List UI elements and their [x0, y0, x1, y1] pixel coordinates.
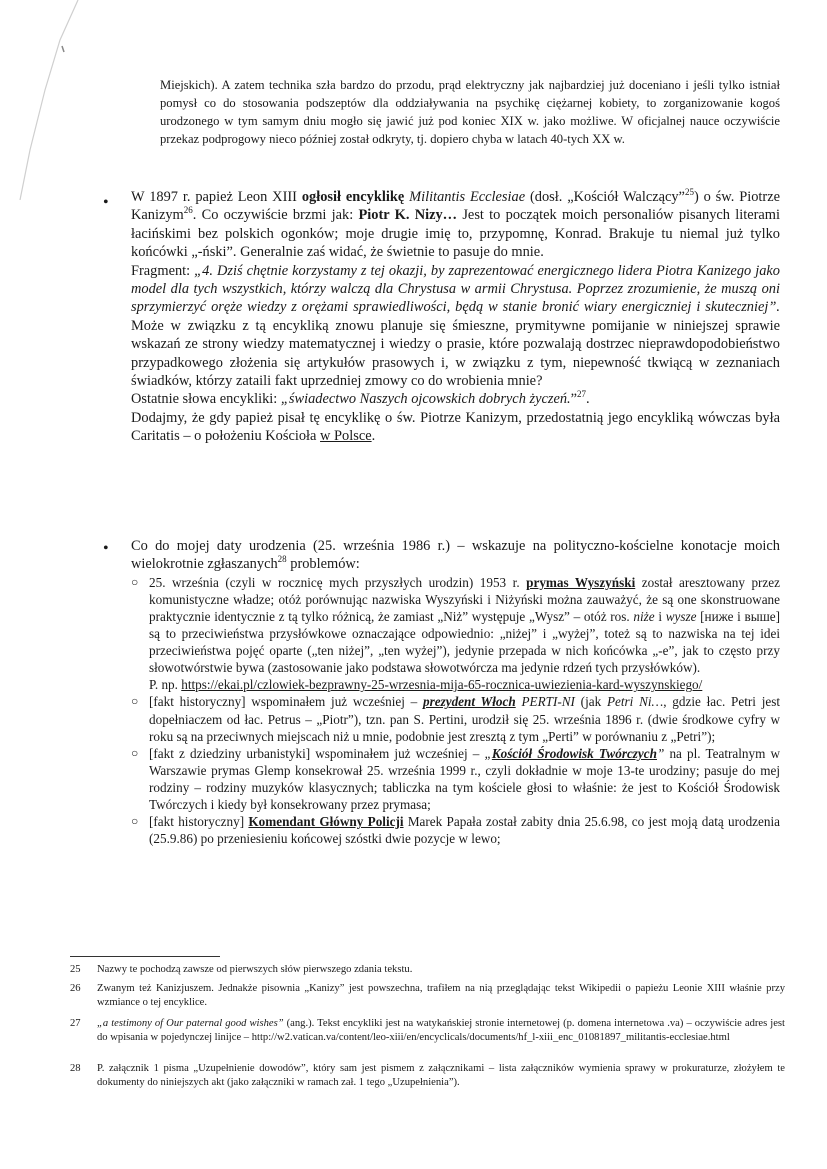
section-birthdate	[131, 537, 780, 847]
ekai-link[interactable]: https://ekai.pl/czlowiek-bezprawny-25-wrzesnia-mija-65-rocznica-uwiezienia-kard-wyszynskiego/	[181, 677, 703, 693]
intro-paragraph: Miejskich). A zatem technika szła bardzo do przodu, prąd elektryczny jak najbardziej już doceniano i jeśli tylko istniał pomysł co do stosowania podszeptów dla oddziaływania na psychikę ciężarnej kobiety, to zorganizowanie kogoś urodzonego w tym samym dniu mogło się jawić już pod koniec XIX w. jako możliwe. W oficjalnej nauce oczywiście przekaz podprogowy nieco później został odkryty, tj. dopiero chyba w latach 40-tych XX w.	[160, 78, 780, 146]
bullet-marker: •	[103, 540, 109, 557]
footnote-ref: 25	[684, 187, 694, 198]
circle-bullet-icon: ○	[131, 814, 139, 829]
circle-bullet-icon: ○	[131, 694, 139, 709]
section-encyclical	[131, 188, 780, 446]
footnote-ref: 26	[183, 205, 193, 216]
birthdate-paragraph: Co do mojej daty urodzenia (25. września 1986 r.) – wskazuje na polityczno-kościelne konotacje moich wielokrotnie zgłaszanych$^{28}$ problemów:	[131, 538, 780, 573]
footnote: 28 P. załącznik 1 pisma „Uzupełnienie dowodów”, który sam jest pismem z załącznikami – lista załączników wymienia sprawy w prokuraturze, złożyłem te dokumenty do niniejszych akt (jako załączniki w ramach zał. 1 tego „Uzupełnienia”).	[70, 1063, 785, 1088]
footnote: 25 Nazwy te pochodzą zawsze od pierwszych słów pierwszego zdania tekstu.	[70, 964, 413, 975]
list-item: ○ 25. września (czyli w rocznicę mych przyszłych urodzin) 1953 r. prymas Wyszyński został aresztowany przez komunistyczne władze; otóż porównując nazwiska Wyszyński i Niżyński można zauważyć, że są one skonstruowane praktycznie identycznie z tą tylko różnicą, że zamiast „Niż” występuje „Wysz” – otóż ros. niże i wysze [ниже i выше] są to przeciwieństwa przysłówkowe oznaczające odpowiednio: „niżej” i „wyżej”, toteż są to nazwiska na tej idei przeciwieństwa pojęć oparte („ten niżej”, „ten wyżej”), jedynie przepada w nich końcówka „-e”, jak to często przy słowotwórstwie bywa (zastosowanie jako podstawa słowotwórcza ma jedynie rdzeń tych przysłówków). P. np. https://ekai.pl/czlowiek-bezprawny-25-wrzesnia-mija-65-rocznica-uwiezienia-kard-wyszynskiego/	[131, 574, 780, 693]
encyclical-paragraph: W 1897 r. papież Leon XIII ogłosił encyklikę Militantis Ecclesiae (dosł. „Kościół Walczący”$^{25}$) o św. Piotrze Kanizym$^{26}$. Co oczywiście brzmi jak: Piotr K. Nizy… Jest to początek moich personaliów pisanych literami łacińskimi bez polskich ogonków; moje drugie imię to, przypomnę, Konrad. Brakuje tu niemal już tylko końcówki „-ński”. Generalnie zaś widać, że świetnie to pasuje do mnie.	[131, 187, 780, 261]
circle-bullet-icon: ○	[131, 745, 139, 760]
circle-bullet-icon: ○	[131, 574, 139, 589]
list-item: ○ [fakt z dziedziny urbanistyki] wspominałem już wcześniej – „Kościół Środowisk Twórczych” na pl. Teatralnym w Warszawie prymas Glemp konsekrował 25. września 1999 r., czyli dokładnie w moje 13-te urodziny; pasuje do mej rodziny – rodziny muzyków klasycznych; tabliczka na tym kościele głosi to właśnie: że jest to Kościół Środowisk Twórczych i kiedy był konsekrowany przez prymasa;	[131, 745, 781, 813]
facts-list	[131, 574, 780, 848]
list-item: ○ [fakt historyczny] wspominałem już wcześniej – prezydent Włoch PERTI-NI (jak Petri Ni…, gdzie łac. Petri jest dopełniaczem od łac. Petrus – „Piotr”), tzn. pan S. Pertini, urodził się 25. września 1896 r. (dwie środkowe cyfry w roku są na przeciwnych miejscach niż u mnie, podobnie jest zresztą z tym „Perti” w porównaniu z „Petri”);	[131, 694, 781, 744]
footnote-ref: 28	[277, 554, 287, 565]
footnote-separator	[70, 956, 220, 957]
caritatis-paragraph: Dodajmy, że gdy papież pisał tę encyklikę o św. Piotrze Kanizym, przedostatnią jego encykliką wówczas była Caritatis – o położeniu Kościoła w Polsce.	[131, 409, 780, 445]
footnote: 27 „a testimony of Our paternal good wishes” (ang.). Tekst encykliki jest na watykańskiej stronie internetowej (p. domena internetowa .va) – oczywiście adres jest do wpisania w pojedynczej linijce – http://w2.vatican.va/content/leo-xiii/en/encyclicals/documents/hf_l-xiii_enc_01081897_militantis-ecclesiae.html	[70, 1018, 785, 1043]
footnote-ref: 27	[577, 389, 587, 400]
fragment-paragraph: Fragment: „4. Dziś chętnie korzystamy z tej okazji, by zaprezentować energicznego lidera Piotra Kanizego jako model dla tych wszystkich, którzy walczą dla Chrystusa w armii Chrystusa. Poprzez zrozumienie, że muszą oni sprzymierzyć oręże wiedzy z orężami sprawiedliwości, będą w stanie bronić wiary energiczniej i skuteczniej”. Może w związku z tą encykliką znowu planuje się śmieszne, prymitywne pomijanie w niniejszej sprawie wskazań ze strony wiedzy matematycznej i wiedzy o prasie, które pozwalają dostrzec nieprawdopodobieństwo przypadkowego złożenia się artykułów prasowych i, w związku z tym, niepewność tkwiącą w zeznaniach świadków, którzy zataili fakt uprzedniej zmowy co do wrobienia mnie?	[131, 262, 780, 390]
list-item: ○ [fakt historyczny] Komendant Główny Policji Marek Papała został zabity dnia 25.6.98, co jest moją datą urodzenia (25.9.86) po przeniesieniu końcowej szóstki dwie pozycje w lewo;	[131, 814, 780, 847]
footnote: 26 Zwanym też Kanizjuszem. Jednakże pisownia „Kanizy” jest powszechna, trafiłem na nią przeglądając tekst Wikipedii o papieżu Leonie XIII właśnie przy wzmiance o tej encyklice.	[70, 983, 785, 1008]
last-words-paragraph: Ostatnie słowa encykliki: „świadectwo Naszych ojcowskich dobrych życzeń.”$^{27}$.	[131, 389, 590, 408]
paper-crease-mark	[0, 0, 100, 200]
bullet-marker: •	[103, 194, 109, 211]
